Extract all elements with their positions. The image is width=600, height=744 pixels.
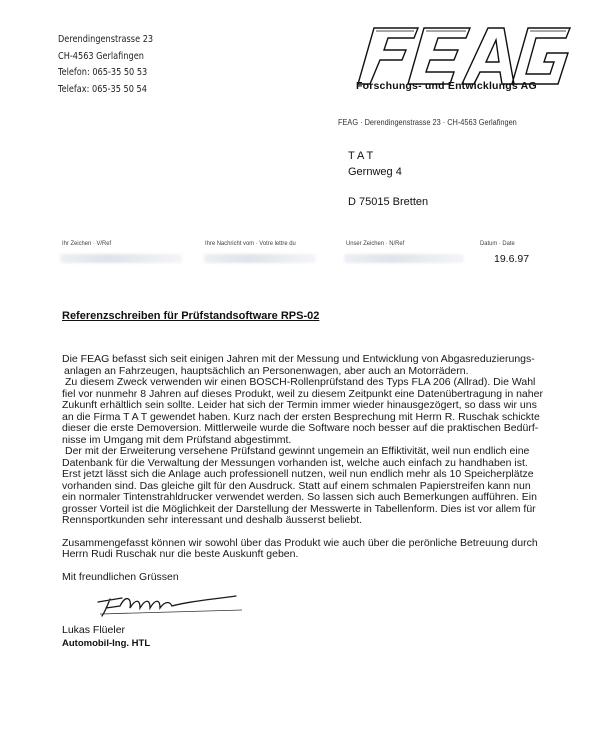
letter-body bbox=[62, 353, 543, 583]
body-line: Die FEAG befasst sich seit einigen Jahren mit der Messung und Entwicklung von Abgasreduzierungs- bbox=[62, 353, 535, 365]
signer-name: Lukas Flüeler bbox=[62, 624, 126, 636]
body-line: Rennsportkunden sehr interessant und deshalb äusserst beliebt. bbox=[62, 514, 363, 526]
body-line: vorhanden sind. Das gleiche gilt für den Ausdruck. Statt auf einem schmalen Papierstreifen kann nun bbox=[62, 479, 531, 492]
recipient-name: T A T bbox=[348, 150, 374, 162]
redacted-ref-3 bbox=[344, 254, 464, 263]
body-line: grosser Vorteil ist die Möglichkeit der Darstellung der Messwerte in Tabellenform. Dies ist vor allem für bbox=[62, 502, 536, 515]
body-line: dieser die erste Demoversion. Mittlerweile wurde die Software noch besser auf die praktischen Bedürf- bbox=[62, 422, 539, 434]
sender-address bbox=[58, 32, 169, 98]
letter-date: 19.6.97 bbox=[494, 253, 530, 265]
ref-ihre-nachricht: Ihre Nachricht vom · Votre lettre du bbox=[205, 240, 296, 247]
sender-phone: Telefon: 065-35 50 53 bbox=[58, 67, 148, 78]
signer-title: Automobil-Ing. HTL bbox=[62, 638, 151, 649]
logo-wordmark: FEAG bbox=[352, 22, 355, 23]
ref-datum: Datum · Date bbox=[480, 240, 515, 247]
body-line: Zukunft erhältlich sein sollte. Leider hat sich der Termin immer wieder hinausgezögert, so dass wir uns bbox=[62, 399, 537, 411]
ref-unser-zeichen: Unser Zeichen · N/Ref bbox=[346, 240, 405, 247]
body-line: fiel vor nunmehr 8 Jahren auf dieses Produkt, weil zu diesem Zeitpunkt eine Datenübertragung in naher bbox=[62, 387, 543, 400]
company-subtitle: Forschungs- und Entwicklungs AG bbox=[356, 80, 537, 92]
recipient-street: Gernweg 4 bbox=[348, 166, 402, 178]
sender-fax: Telefax: 065-35 50 54 bbox=[58, 83, 147, 95]
body-line: Herrn Rudi Ruschak nur die beste Auskunft geben. bbox=[62, 548, 299, 560]
handwritten-signature bbox=[96, 588, 246, 618]
body-line: anlagen an Fahrzeugen, hauptsächlich an Personenwagen, aber auch an Motorrädern. bbox=[64, 364, 469, 377]
closing-line: Mit freundlichen Grüssen bbox=[62, 570, 179, 583]
sender-city: CH-4563 Gerlafingen bbox=[58, 50, 144, 62]
body-line: nisse im Umgang mit dem Prüfstand abgestimmt. bbox=[62, 433, 292, 446]
redacted-ref-2 bbox=[204, 254, 316, 263]
body-line: Der mit der Erweiterung versehene Prüfstand gewinnt ungemein an Effiktivität, weil nun endlich eine bbox=[65, 445, 530, 457]
body-line: Zusammengefasst können wir sowohl über das Produkt wie auch über die perönliche Betreuung durch bbox=[62, 536, 538, 549]
body-line: Erst jetzt lässt sich die Anlage auch professionell nutzen, weil nun endlich mehr als 10 Speicherplätze bbox=[62, 468, 534, 480]
signer-block bbox=[62, 623, 150, 651]
redacted-ref-1 bbox=[60, 254, 182, 263]
body-line: Datenbank für die Verwaltung der Messungen vorhanden ist, welche auch einfach zu handhaben ist. bbox=[62, 456, 528, 469]
body-line: Zu diesem Zweck verwenden wir einen BOSCH-Rollenprüfstand des Typs FLA 206 (Allrad). Die Wahl bbox=[65, 376, 536, 388]
ref-ihr-zeichen: Ihr Zeichen · V/Ref bbox=[62, 240, 112, 247]
recipient-address bbox=[348, 148, 428, 210]
recipient-city: D 75015 Bretten bbox=[348, 196, 429, 208]
body-line: ein normaler Tintenstrahldrucker verwendet werden. So lassen sich auch Bemerkungen aufführen. Ein bbox=[62, 491, 537, 503]
body-line: an die Firma T A T gewendet haben. Kurz nach der ersten Besprechung mit Herrn R. Ruschak schickte bbox=[62, 410, 540, 423]
return-address: FEAG · Derendingenstrasse 23 · CH-4563 Gerlafingen bbox=[338, 118, 517, 127]
feag-logo bbox=[352, 22, 574, 88]
letter-subject: Referenzschreiben für Prüfstandsoftware RPS-02 bbox=[62, 310, 320, 322]
sender-street: Derendingenstrasse 23 bbox=[58, 34, 154, 45]
